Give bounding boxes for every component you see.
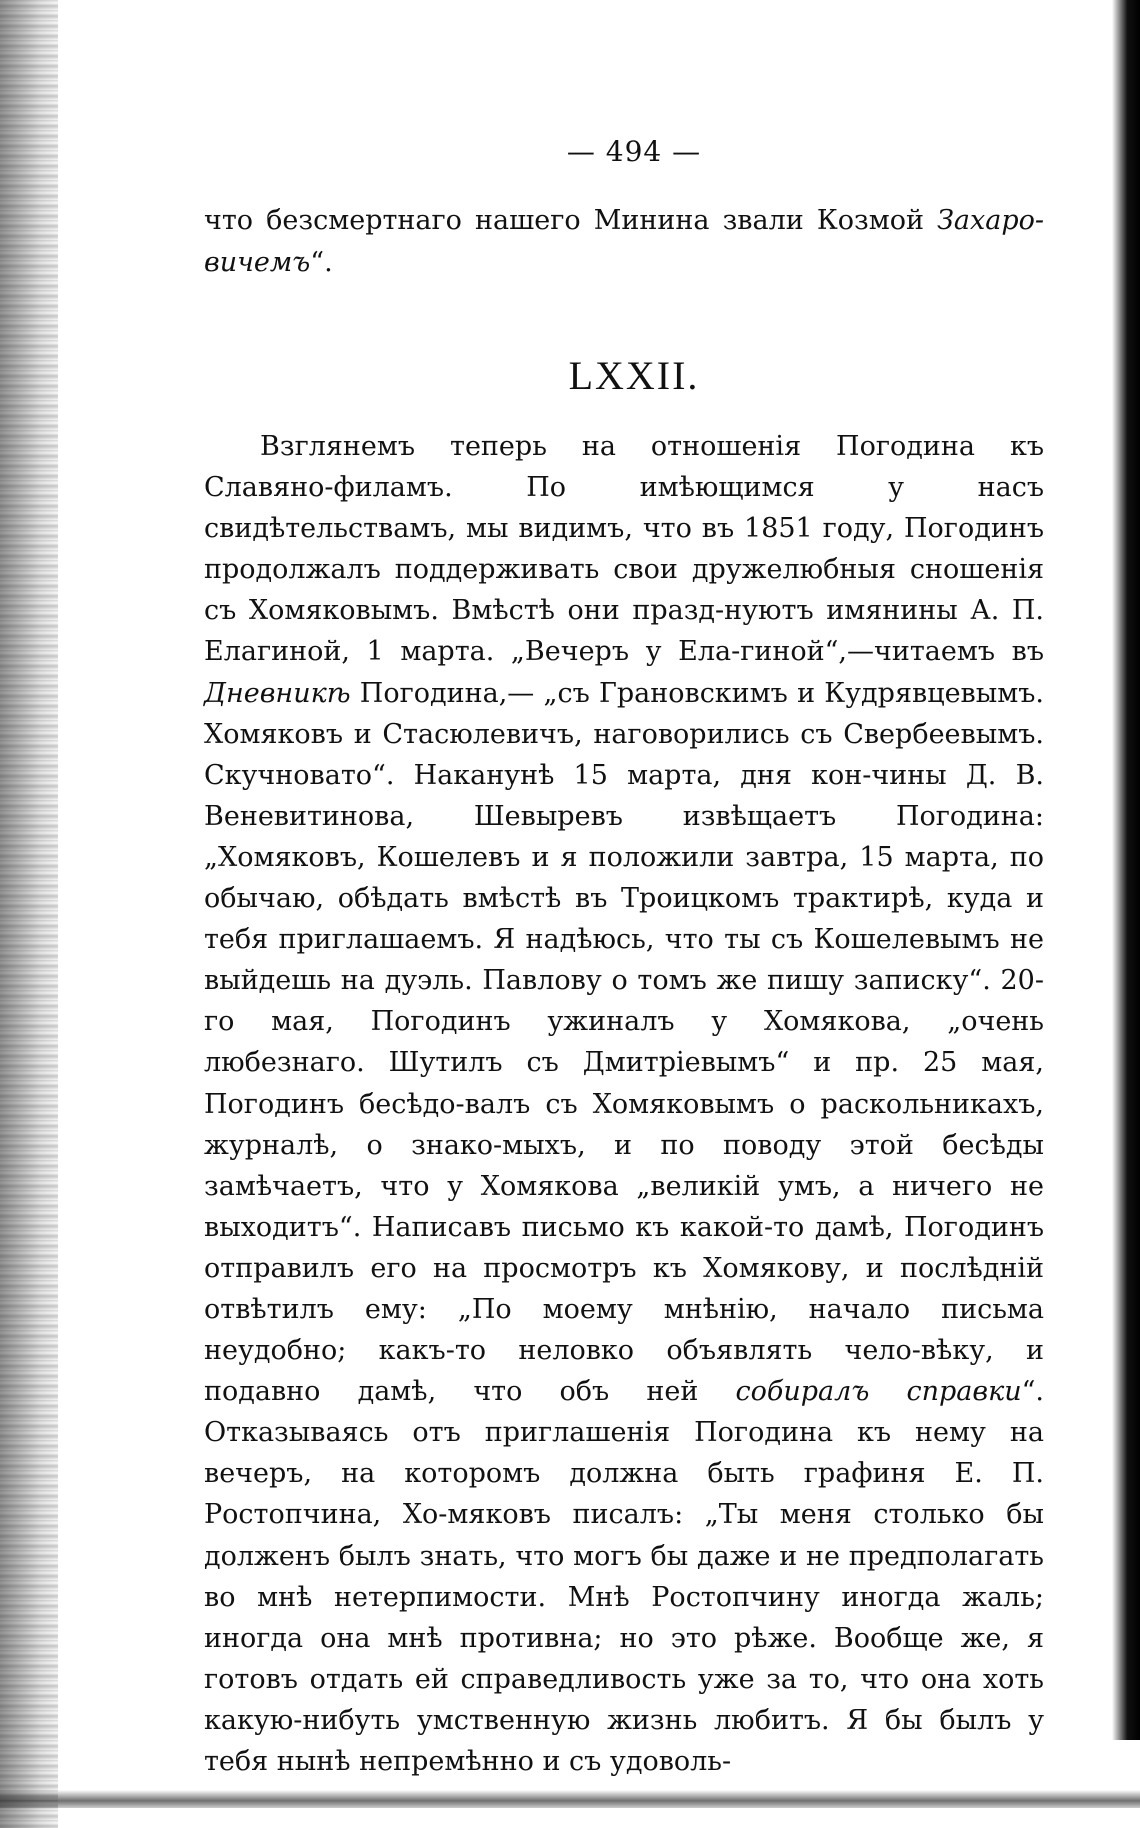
book-page	[204, 132, 1044, 1782]
paragraph-part-1: Взглянемъ теперь на отношенія Погодина къ Славяно-филамъ. По имѣющимся у насъ свидѣтельствамъ, мы видимъ, что въ 1851 году, Погодинъ продолжалъ поддерживать свои дружелюбныя сношенія съ Хомяковымъ. Вмѣстѣ они празд-нуютъ имянины А. П. Елагиной, 1 марта. „Вечеръ у Ела-гиной“,—читаемъ въ	[204, 431, 1044, 668]
page-number: — 494 —	[566, 135, 702, 168]
scan-right-edge-shadow	[1112, 0, 1140, 1740]
paragraph-part-3: “. Отказываясь отъ приглашенія Погодина къ нему на вечеръ, на которомъ должна быть графиня Е. П. Ростопчина, Хо-мяковъ писалъ: „Ты меня столько бы долженъ былъ знать, что могъ бы даже и не предполагать во мнѣ нетерпимости. Мнѣ Ростопчину иногда жаль; иногда она мнѣ противна; но это рѣже. Вообще же, я готовъ отдать ей справедливость уже за то, что она хоть какую-нибуть умственную жизнь любитъ. Я бы былъ у тебя нынѣ непремѣнно и съ удоволь-	[204, 1376, 1044, 1777]
chapter-heading: LXXII.	[568, 353, 700, 398]
main-paragraph	[204, 426, 1044, 1782]
paragraph-part-2: Погодина,— „съ Грановскимъ и Кудрявцевымъ. Хомяковъ и Стасюлевичъ, наговорились съ Свербеевымъ. Скучновато“. Наканунѣ 15 марта, дня кон-чины Д. В. Веневитинова, Шевыревъ извѣщаетъ Погодина: „Хомяковъ, Кошелевъ и я положили завтра, 15 марта, по обычаю, обѣдать вмѣстѣ въ Троицкомъ трактирѣ, куда и тебя приглашаемъ. Я надѣюсь, что ты съ Кошелевымъ не выйдешь на дуэль. Павлову о томъ же пишу записку“. 20-го мая, Погодинъ ужиналъ у Хомякова, „очень любезнаго. Шутилъ съ Дмитріевымъ“ и пр. 25 мая, Погодинъ бесѣдо-валъ съ Хомяковымъ о раскольникахъ, журналѣ, о знако-мыхъ, и по поводу этой бесѣды замѣчаетъ, что у Хомякова „великій умъ, а ничего не выходитъ“. Написавъ письмо къ какой-то дамѣ, Погодинъ отправилъ его на просмотръ къ Хомякову, и послѣдній отвѣтилъ ему: „По моему мнѣнію, начало письма неудобно; какъ-то неловко объявлять чело-вѣку, и подавно дамѣ, что объ ней	[204, 677, 1044, 1408]
carry-over-text	[204, 200, 1044, 284]
carry-over-line-start: что безсмертнаго нашего Минина звали Козмой	[204, 205, 938, 236]
carry-over-line-end: “.	[310, 247, 333, 278]
carry-over-italic-name: Захаро-вичемъ	[204, 205, 1044, 278]
paragraph-italic-diary: Дневникѣ	[204, 677, 351, 709]
scan-left-edge-shadow	[0, 0, 58, 1828]
scan-bottom-edge-shadow	[0, 1790, 1140, 1808]
paragraph-italic-phrase: собиралъ справки	[735, 1376, 1022, 1408]
